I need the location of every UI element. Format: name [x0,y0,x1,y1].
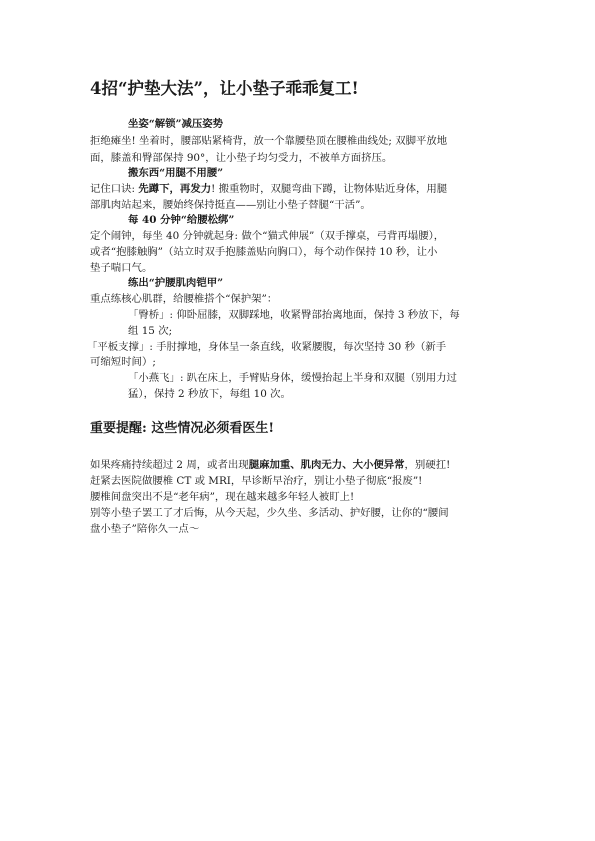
body-line: 部肌肉站起来，腰始终保持挺直——别让小垫子替腿“干活”。 [90,199,371,211]
body-line: 定个闹钟，每坐 40 分钟就起身: 做个“猫式伸展”（双手撑桌，弓背再塌腰）， [90,230,445,242]
section-heading-lifting: 搬东西“用腿不用腰” [128,167,224,179]
warning-heading: 重要提醒: 这些情况必须看医生! [90,421,275,436]
section-heading-sitting: 坐姿“解锁”减压姿势 [128,118,224,130]
exercise-swallow: 「小燕飞」: 趴在床上，手臂贴身体，缓慢抬起上半身和双腿（别用力过 [128,372,457,384]
emphasis-text: 腿麻加重、肌肉无力、大小便异常 [248,459,405,471]
body-line: 或者“抱膝触胸”（站立时双手抱膝盖贴向胸口），每个动作保持 10 秒，让小 [90,246,438,258]
warning-line: 如果疼痛持续超过 2 周，或者出现腿麻加重、肌肉无力、大小便异常，别硬扛! [90,459,451,471]
body-line: 面，膝盖和臀部保持 90°，让小垫子均匀受力，不被单方面挤压。 [90,152,393,164]
exercise-bridge: 「臀桥」: 仰卧屈膝，双脚踩地，收紧臀部抬离地面，保持 3 秒放下，每 [128,309,460,321]
exercise-swallow-cont: 猛），保持 2 秒放下，每组 10 次。 [128,388,291,400]
body-line: 拒绝瘫坐! 坐着时，腰部贴紧椅背，放一个靠腰垫顶在腰椎曲线处; 双脚平放地 [90,135,448,147]
page-title: 4招“护垫大法”，让小垫子乖乖复工! [90,79,359,98]
warning-line: 别等小垫子罢工了才后悔，从今天起，少久坐、多活动、护好腰，让你的“腰间 [90,507,449,519]
warning-line: 腰椎间盘突出不是“老年病”，现在越来越多年轻人被盯上! [90,491,355,503]
body-line: 重点练核心肌群，给腰椎搭个“保护架”： [90,293,278,305]
exercise-bridge-cont: 组 15 次; [128,325,173,337]
section-heading-break: 每 40 分钟“给腰松绑” [128,214,235,226]
body-line: 记住口诀: 先蹲下，再发力! 搬重物时，双腿弯曲下蹲，让物体贴近身体，用腿 [90,183,448,195]
section-heading-core: 练出“护腰肌肉铠甲” [128,277,224,289]
exercise-plank-cont: 可缩短时间）; [90,356,156,368]
exercise-plank: 「平板支撑」: 手肘撑地，身体呈一条直线，收紧腰腹，每次坚持 30 秒（新手 [87,341,447,353]
warning-line: 赶紧去医院做腰椎 CT 或 MRI，早诊断早治疗，别让小垫子彻底“报废”! [90,475,423,487]
emphasis-text: 先蹲下，再发力 [138,183,212,195]
body-line: 垫子喘口气。 [90,262,153,274]
warning-line: 盘小垫子”陪你久一点～ [90,523,200,535]
